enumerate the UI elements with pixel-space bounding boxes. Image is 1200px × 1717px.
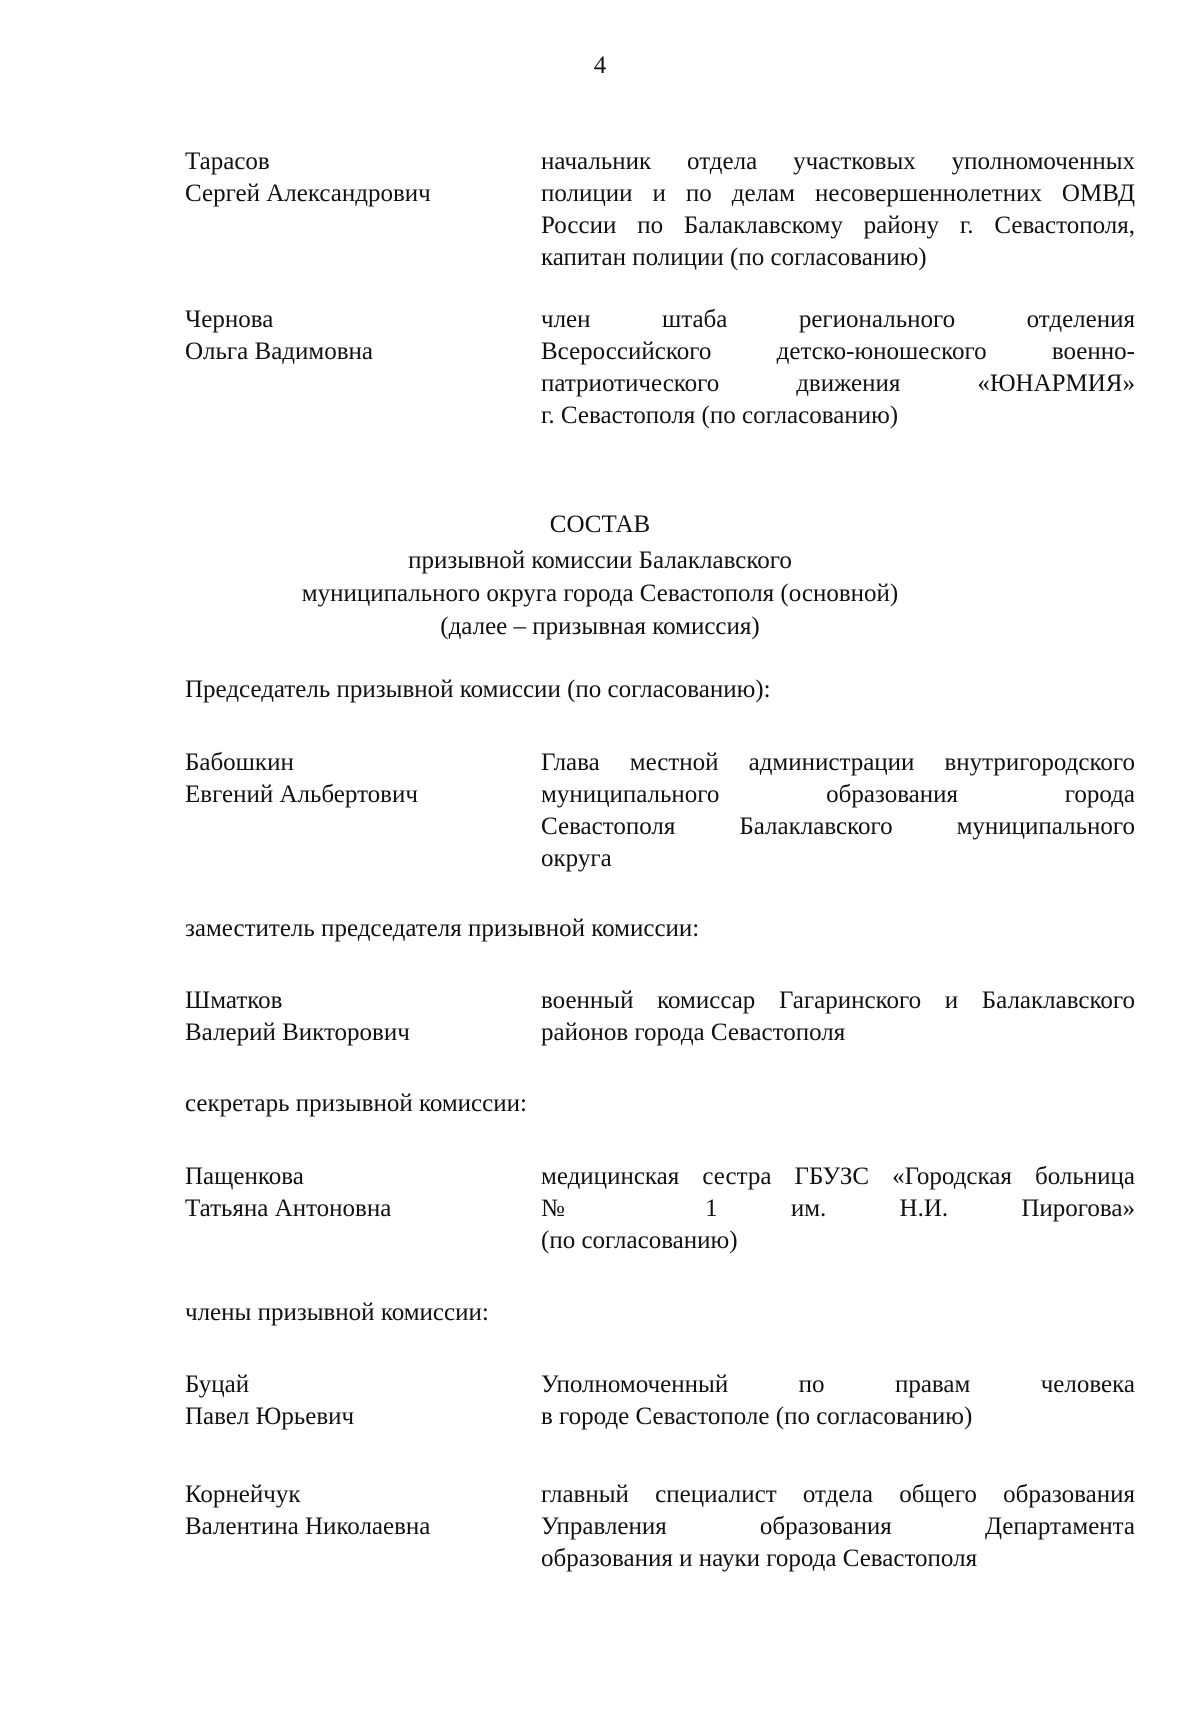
position-line: медицинская сестра ГБУЗС «Городская больница: [541, 1163, 1135, 1190]
person-surname: Бабошкин: [185, 749, 294, 776]
person-given-name: Валерий Викторович: [185, 1019, 410, 1046]
person-name: [185, 985, 515, 1049]
person-given-name: Сергей Александрович: [185, 180, 431, 207]
person-surname: Шматков: [185, 987, 283, 1014]
position-line: № 1 им. Н.И. Пирогова»: [541, 1195, 1135, 1222]
position-line: член штаба регионального отделения: [541, 306, 1135, 333]
position-line: патриотического движения «ЮНАРМИЯ»: [541, 370, 1135, 397]
person-name: [185, 304, 515, 368]
position-line: Всероссийского детско-юношеского военно-: [541, 338, 1135, 365]
role-label-secretary: секретарь призывной комиссии:: [185, 1090, 527, 1117]
role-label-members: члены призывной комиссии:: [185, 1299, 489, 1326]
position-line: в городе Севастополе (по согласованию): [541, 1403, 973, 1430]
person-surname: Пащенкова: [185, 1163, 304, 1190]
position-line: муниципального образования города: [541, 781, 1135, 808]
person-surname: Корнейчук: [185, 1481, 301, 1508]
position-line: капитан полиции (по согласованию): [541, 244, 927, 271]
position-line: полиции и по делам несовершеннолетних ОМВД: [541, 180, 1135, 207]
heading-line: (далее – призывная комиссия): [440, 613, 760, 640]
person-given-name: Валентина Николаевна: [185, 1513, 431, 1540]
position-line: образования и науки города Севастополя: [541, 1545, 978, 1572]
heading-title: СОСТАВ: [549, 511, 651, 538]
position-line: Севастополя Балаклавского муниципального: [541, 813, 1135, 840]
position-line: России по Балаклавскому району г. Севастополя,: [541, 212, 1135, 239]
position-line: округа: [541, 845, 612, 872]
person-given-name: Павел Юрьевич: [185, 1403, 355, 1430]
person-name: [185, 146, 515, 210]
person-position: [541, 747, 1135, 875]
person-position: [541, 1161, 1135, 1257]
position-line: (по согласованию): [541, 1227, 738, 1254]
position-line: Уполномоченный по правам человека: [541, 1371, 1135, 1398]
person-surname: Чернова: [185, 306, 274, 333]
person-surname: Буцай: [185, 1371, 250, 1398]
page-number: 4: [593, 52, 607, 79]
person-position: [541, 985, 1135, 1049]
role-label-chairman: Председатель призывной комиссии (по согласованию):: [185, 676, 771, 703]
person-position: [541, 1479, 1135, 1575]
person-name: [185, 1161, 515, 1225]
heading-line: муниципального округа города Севастополя (основной): [301, 580, 899, 607]
person-position: [541, 146, 1135, 274]
heading-line: призывной комиссии Балаклавского: [408, 547, 792, 574]
section-heading: [0, 508, 1200, 643]
position-line: районов города Севастополя: [541, 1019, 846, 1046]
position-line: Управления образования Департамента: [541, 1513, 1135, 1540]
position-line: начальник отдела участковых уполномоченных: [541, 148, 1135, 175]
role-label-deputy: заместитель председателя призывной комиссии:: [185, 915, 700, 942]
person-name: [185, 1479, 515, 1543]
position-line: Глава местной администрации внутригородского: [541, 749, 1135, 776]
person-surname: Тарасов: [185, 148, 270, 175]
position-line: военный комиссар Гагаринского и Балаклавского: [541, 987, 1135, 1014]
person-given-name: Евгений Альбертович: [185, 781, 418, 808]
person-given-name: Ольга Вадимовна: [185, 338, 374, 365]
person-name: [185, 1369, 515, 1433]
position-line: главный специалист отдела общего образования: [541, 1481, 1135, 1508]
person-given-name: Татьяна Антоновна: [185, 1195, 392, 1222]
person-position: [541, 1369, 1135, 1433]
person-name: [185, 747, 515, 811]
position-line: г. Севастополя (по согласованию): [541, 402, 899, 429]
person-position: [541, 304, 1135, 432]
